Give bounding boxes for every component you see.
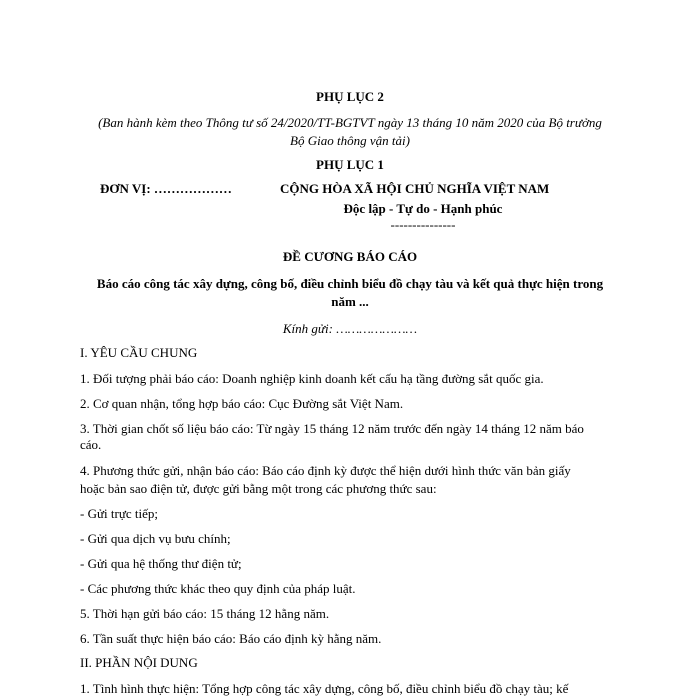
item-4-line-2: hoặc bản sao điện tử, được gửi bằng một trong các phương thức sau: [80, 481, 437, 496]
unit-label: ĐƠN VỊ: ……………… [100, 181, 232, 196]
report-subtitle-line-1: Báo cáo công tác xây dựng, công bố, điều chỉnh biểu đồ chạy tàu và kết quả thực hiện trong [96, 276, 604, 291]
recipient-line: Kính gửi: ………………… [282, 321, 418, 336]
method-email: - Gửi qua hệ thống thư điện tử; [80, 556, 242, 571]
item-4-line-1: 4. Phương thức gửi, nhận báo cáo: Báo cáo định kỳ được thể hiện dưới hình thức văn bản giấy [80, 463, 571, 478]
appendix-1-heading: PHỤ LỤC 1 [316, 157, 384, 172]
issued-note-line-1: (Ban hành kèm theo Thông tư số 24/2020/TT-BGTVT ngày 13 tháng 10 năm 2020 của Bộ trưởng [98, 115, 602, 130]
method-postal: - Gửi qua dịch vụ bưu chính; [80, 531, 231, 546]
section-2-item-1: 1. Tình hình thực hiện: Tổng hợp công tác xây dựng, công bố, điều chỉnh biểu đồ chạy tàu; kế [80, 681, 569, 696]
item-5: 5. Thời hạn gửi báo cáo: 15 tháng 12 hằng năm. [80, 606, 330, 621]
method-other: - Các phương thức khác theo quy định của pháp luật. [80, 581, 356, 596]
section-1-heading: I. YÊU CẦU CHUNG [80, 345, 198, 360]
item-3-line-2: cáo. [80, 437, 102, 452]
item-1: 1. Đối tượng phải báo cáo: Doanh nghiệp kinh doanh kết cấu hạ tầng đường sắt quốc gia. [80, 371, 544, 386]
item-3-line-1: 3. Thời gian chốt số liệu báo cáo: Từ ngày 15 tháng 12 năm trước đến ngày 14 tháng 12 năm báo [80, 421, 584, 436]
section-2-heading: II. PHẦN NỘI DUNG [80, 655, 198, 670]
motto: Độc lập - Tự do - Hạnh phúc [343, 201, 503, 216]
method-direct: - Gửi trực tiếp; [80, 506, 158, 521]
report-title: ĐỀ CƯƠNG BÁO CÁO [282, 249, 418, 264]
issued-note-line-2: Bộ Giao thông vận tải) [290, 133, 410, 148]
motto-separator: --------------- [390, 217, 456, 232]
report-subtitle-line-2: năm ... [331, 294, 369, 309]
appendix-2-heading: PHỤ LỤC 2 [316, 89, 384, 104]
nation-heading: CỘNG HÒA XÃ HỘI CHỦ NGHĨA VIỆT NAM [280, 181, 550, 196]
item-6: 6. Tần suất thực hiện báo cáo: Báo cáo định kỳ hằng năm. [80, 631, 382, 646]
item-2: 2. Cơ quan nhận, tổng hợp báo cáo: Cục Đường sắt Việt Nam. [80, 396, 404, 411]
